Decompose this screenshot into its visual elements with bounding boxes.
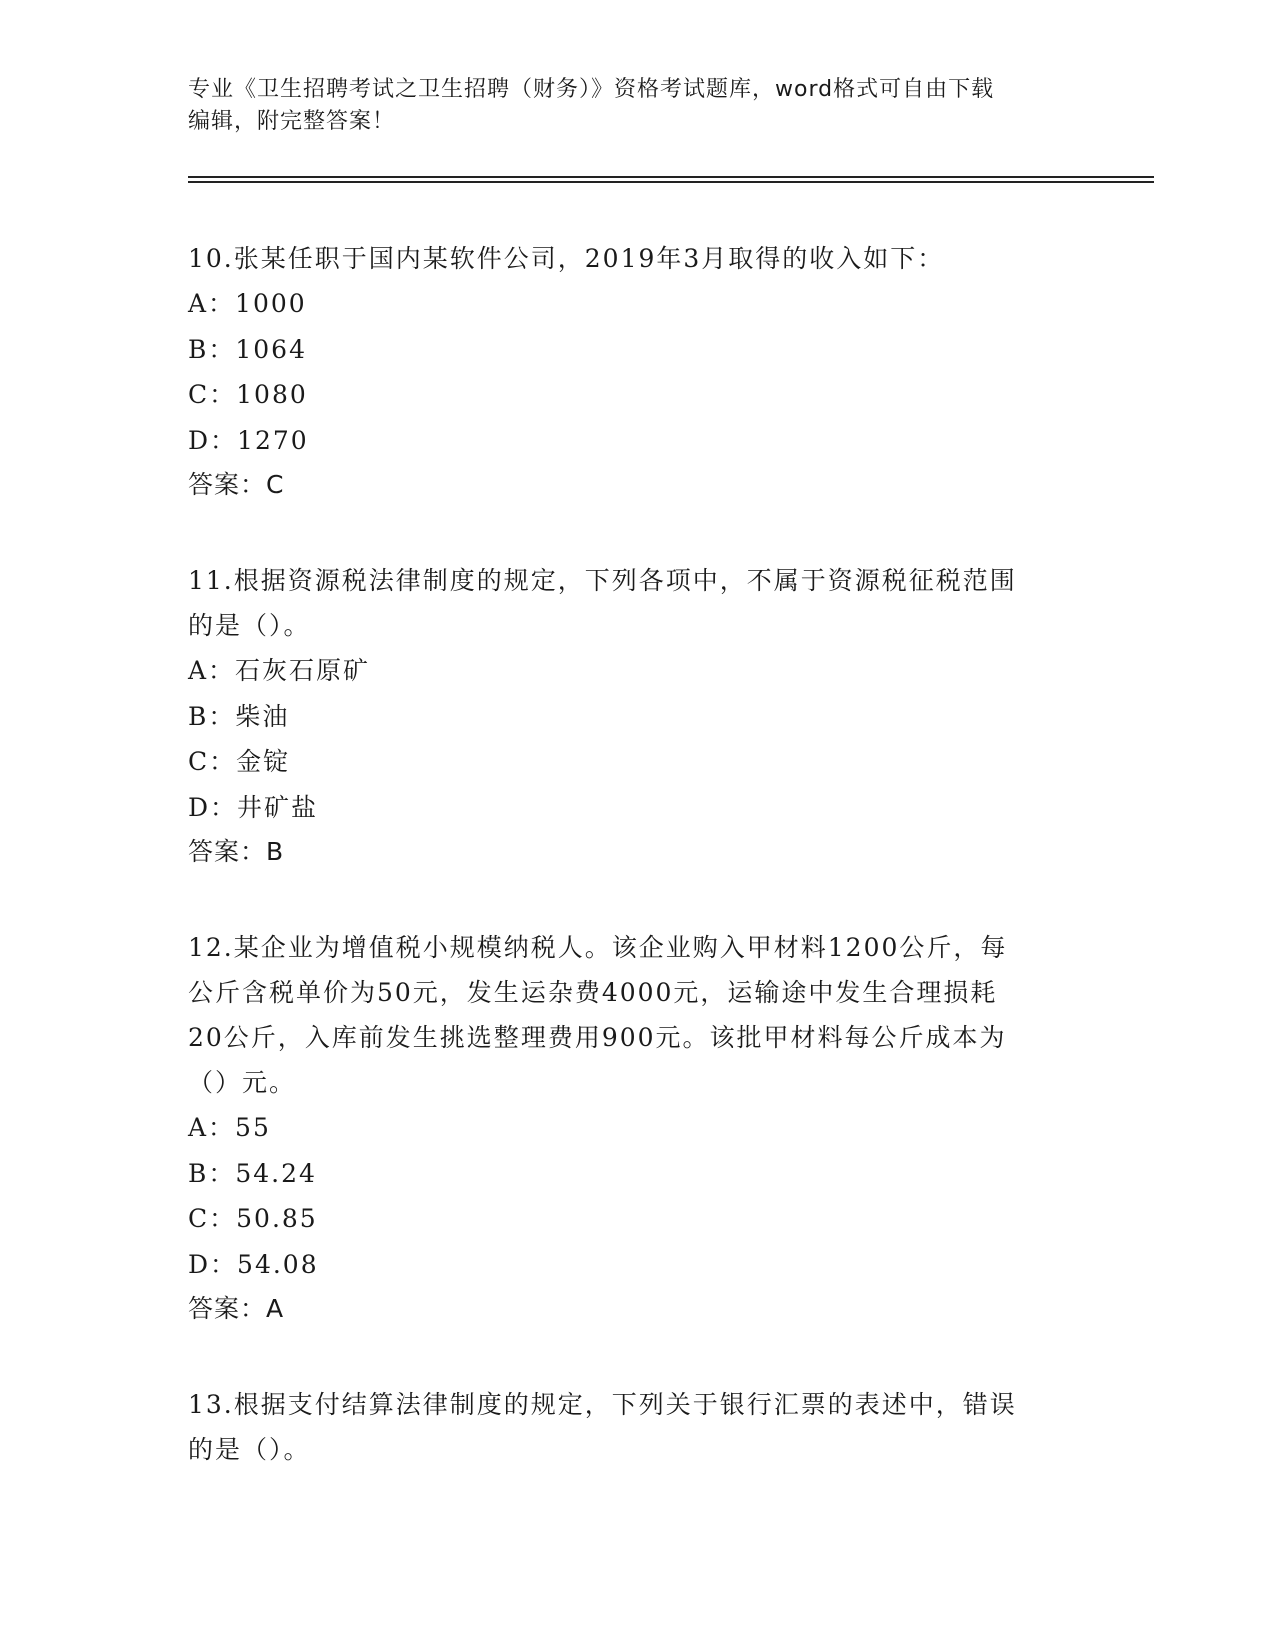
question-13 xyxy=(188,1382,1088,1472)
option-c: C：1080 xyxy=(188,380,308,409)
header-line: 专业《卫生招聘考试之卫生招聘（财务）》资格考试题库，word格式可自由下载 xyxy=(188,77,995,102)
option-b: B：柴油 xyxy=(188,701,290,731)
option-d: D：井矿盐 xyxy=(188,792,319,822)
option-d: D：54.08 xyxy=(188,1249,319,1279)
question-list xyxy=(188,236,1088,1523)
header-divider xyxy=(188,176,1154,178)
question-11 xyxy=(188,558,1088,874)
option-a: A：55 xyxy=(188,1113,271,1142)
question-text: 公斤含税单价为50元，发生运杂费4000元，运输途中发生合理损耗 xyxy=(188,978,998,1007)
option-a: A：1000 xyxy=(188,289,307,318)
document-header xyxy=(188,74,1068,138)
option-b: B：54.24 xyxy=(188,1158,317,1188)
option-a: A：石灰石原矿 xyxy=(188,656,371,685)
header-line: 编辑，附完整答案！ xyxy=(188,109,396,134)
question-text: 20公斤，入库前发生挑选整理费用900元。该批甲材料每公斤成本为 xyxy=(188,1023,1007,1052)
question-12 xyxy=(188,925,1088,1331)
option-c: C：50.85 xyxy=(188,1204,318,1233)
question-text: 11.根据资源税法律制度的规定，下列各项中，不属于资源税征税范围 xyxy=(188,566,1017,595)
question-text: 的是（）。 xyxy=(188,611,311,640)
answer-label: 答案：B xyxy=(188,837,285,866)
question-text: 12.某企业为增值税小规模纳税人。该企业购入甲材料1200公斤，每 xyxy=(188,933,1008,962)
question-text: （）元。 xyxy=(188,1068,297,1097)
header-divider xyxy=(188,181,1154,183)
answer-label: 答案：A xyxy=(188,1294,285,1323)
option-d: D：1270 xyxy=(188,425,309,455)
question-text: 10.张某任职于国内某软件公司，2019年3月取得的收入如下： xyxy=(188,244,945,273)
option-b: B：1064 xyxy=(188,334,307,364)
question-text: 13.根据支付结算法律制度的规定，下列关于银行汇票的表述中，错误 xyxy=(188,1390,1017,1419)
option-c: C：金锭 xyxy=(188,747,291,776)
question-10 xyxy=(188,236,1088,507)
answer-label: 答案：C xyxy=(188,470,285,499)
question-text: 的是（）。 xyxy=(188,1435,311,1464)
